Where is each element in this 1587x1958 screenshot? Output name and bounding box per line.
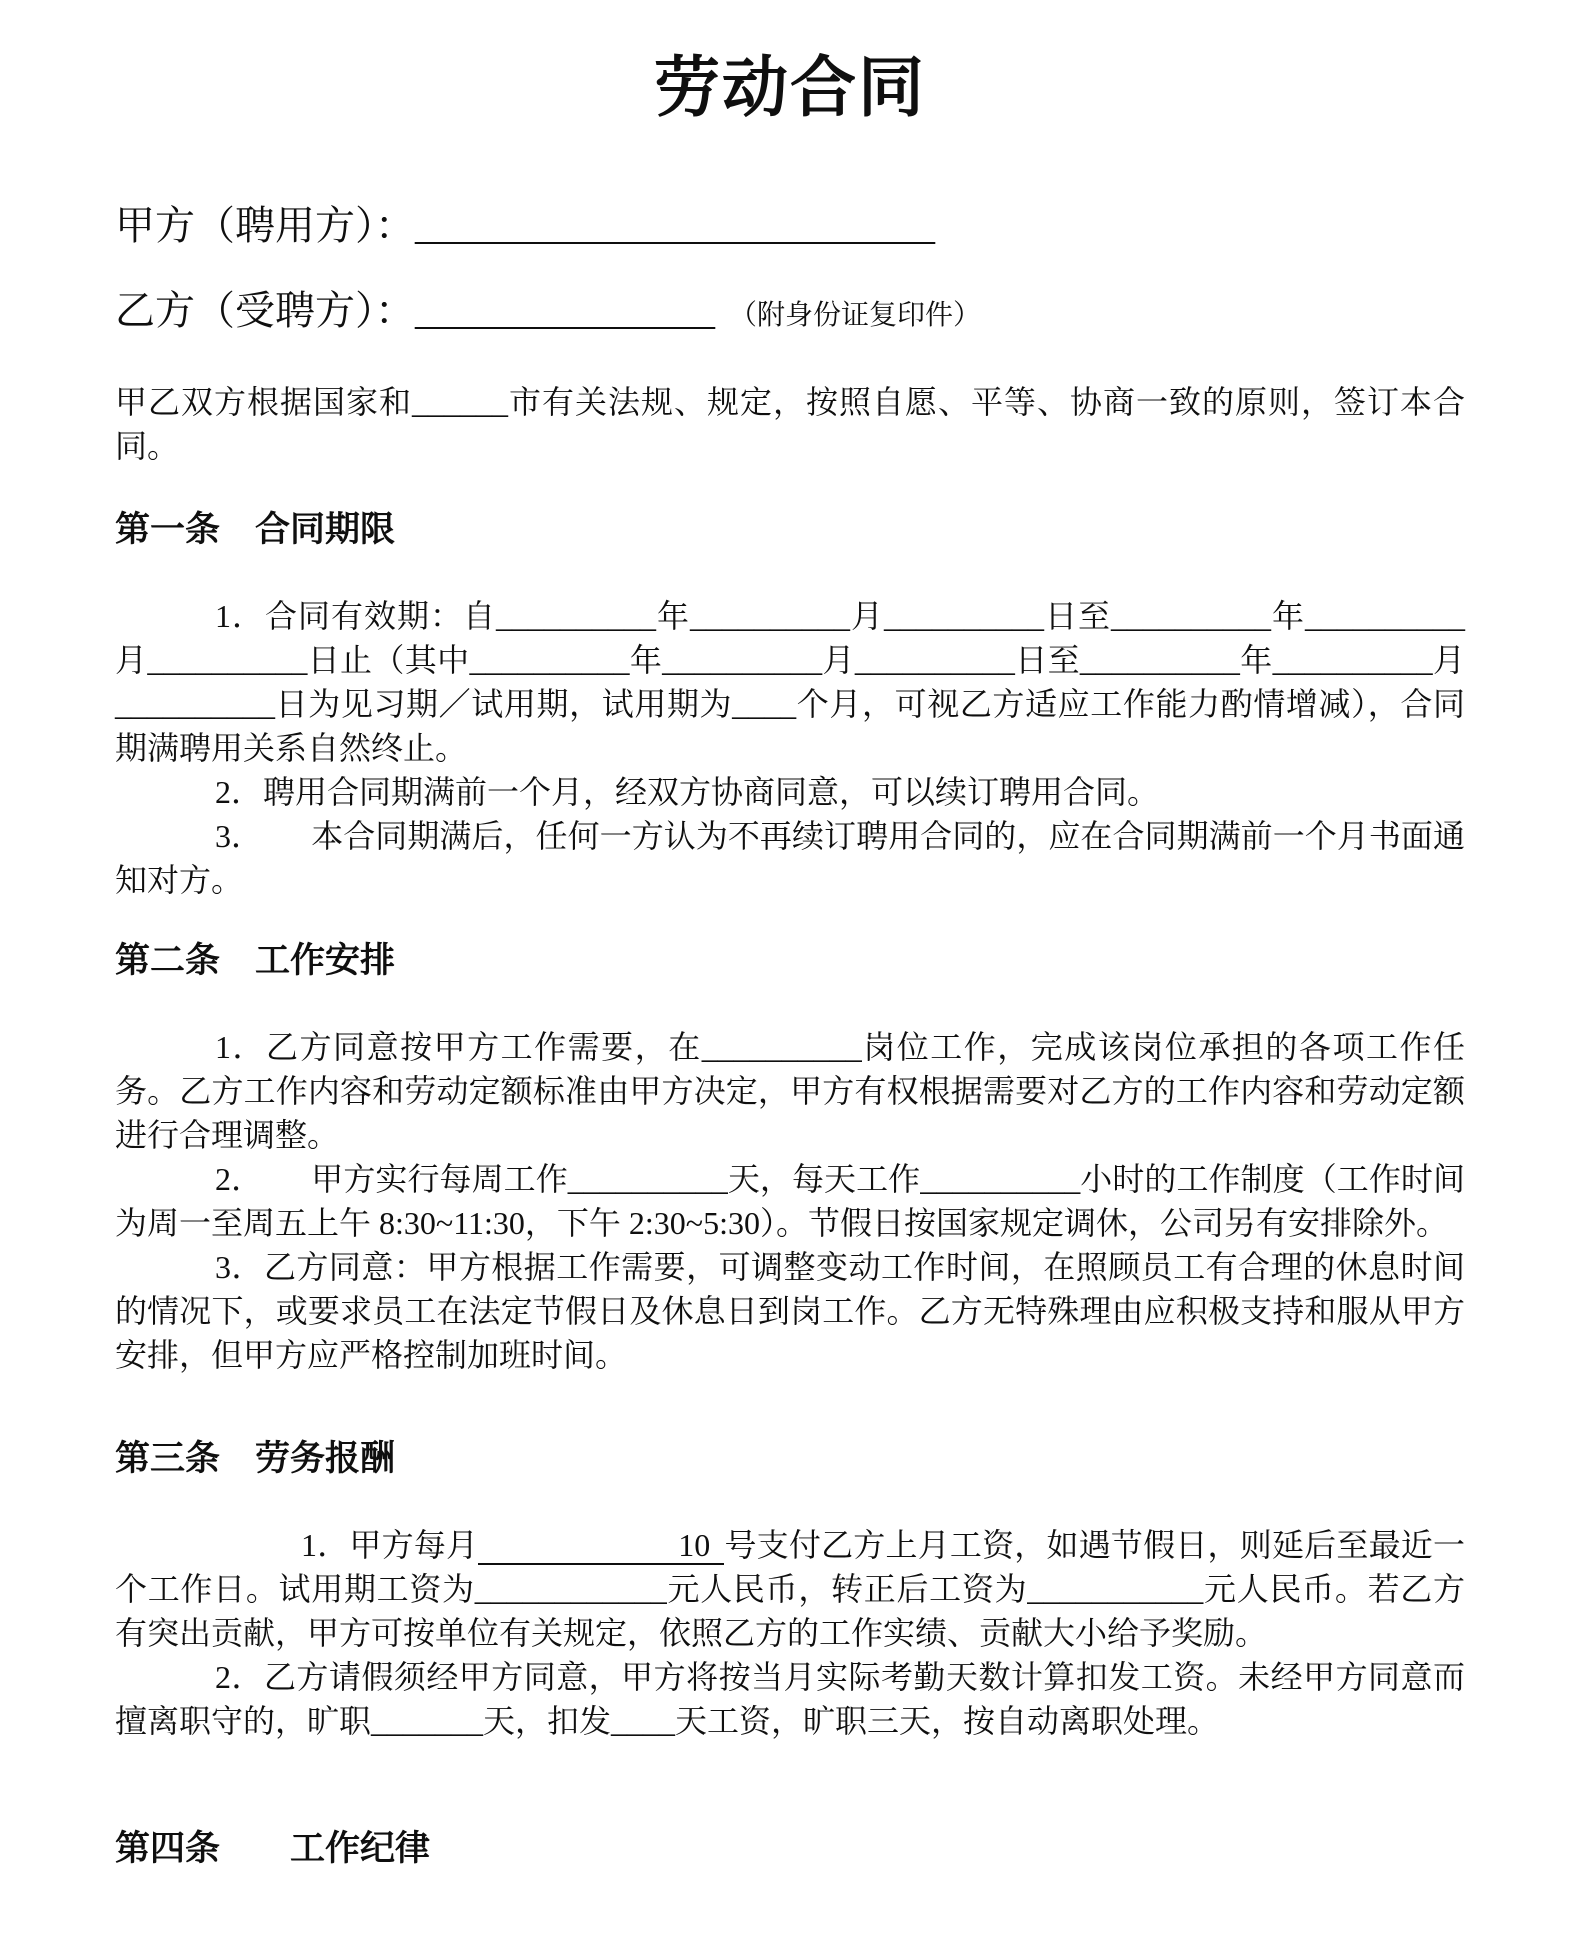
article-3-clause-1	[115, 1523, 1465, 1655]
party-b-id-copy-note: （附身份证复印件）	[729, 300, 982, 331]
article-2-clause-3: 3．乙方同意：甲方根据工作需要，可调整变动工作时间，在照顾员工有合理的休息时间的情况下，或要求员工在法定节假日及休息日到岗工作。乙方无特殊理由应积极支持和服从甲方安排，但甲方应严格控制加班时间。	[115, 1249, 1465, 1373]
party-b-row	[115, 285, 1465, 342]
article-2-clause-2: 2． 甲方实行每周工作__________天，每天工作__________小时的工作制度（工作时间为周一至周五上午 8:30~11:30，下午 2:30~5:30）。节假日按国家规定调休，公司另有安排除外。	[115, 1161, 1465, 1241]
article-3-clause-1-suffix: 号支付乙方上月工资，如遇节假日，则延后至最近一个工作日。试用期工资为____________元人民币，转正后工资为___________元人民币。若乙方有突出贡献，甲方可按单位有关规定，依照乙方的工作实绩、贡献大小给予奖励。	[115, 1527, 1465, 1651]
article-3-clause-2: 2．乙方请假须经甲方同意，甲方将按当月实际考勤天数计算扣发工资。未经甲方同意而擅离职守的，旷职_______天，扣发____天工资，旷职三天，按自动离职处理。	[115, 1659, 1465, 1739]
party-a-row	[115, 200, 1465, 252]
article-1-heading: 第一条 合同期限	[115, 510, 396, 549]
intro-paragraph: 甲乙双方根据国家和______市有关法规、规定，按照自愿、平等、协商一致的原则，签订本合同。	[115, 384, 1465, 464]
party-a-label: 甲方（聘用方）：	[115, 203, 415, 248]
party-b-label: 乙方（受聘方）：	[115, 288, 415, 333]
party-b-blank: _______________	[415, 288, 715, 333]
party-a-blank: __________________________	[415, 203, 935, 248]
article-1-clause-1: 1．合同有效期：自__________年__________月__________日至__________年__________月__________日止（其中__________年__________月__________日至__________年__________月__________日为见习期／试用期，试用期为____个月，可视乙方适应工作能力酌情增减），合同期满聘用关系自然终止。	[115, 598, 1465, 766]
document-title: 劳动合同	[654, 52, 926, 125]
article-4-heading: 第四条 工作纪律	[115, 1829, 431, 1868]
article-2-clause-1: 1．乙方同意按甲方工作需要，在__________岗位工作，完成该岗位承担的各项工作任务。乙方工作内容和劳动定额标准由甲方决定，甲方有权根据需要对乙方的工作内容和劳动定额进行合理调整。	[115, 1029, 1465, 1153]
article-2-heading: 第二条 工作安排	[115, 941, 396, 980]
pay-day-value: 10	[478, 1527, 724, 1565]
article-3-clause-1-prefix: 1．甲方每月	[301, 1527, 479, 1563]
article-1-clause-2: 2．聘用合同期满前一个月，经双方协商同意，可以续订聘用合同。	[215, 774, 1160, 810]
article-1-clause-3: 3． 本合同期满后，任何一方认为不再续订聘用合同的，应在合同期满前一个月书面通知对方。	[115, 818, 1465, 898]
article-3-heading: 第三条 劳务报酬	[115, 1439, 396, 1478]
